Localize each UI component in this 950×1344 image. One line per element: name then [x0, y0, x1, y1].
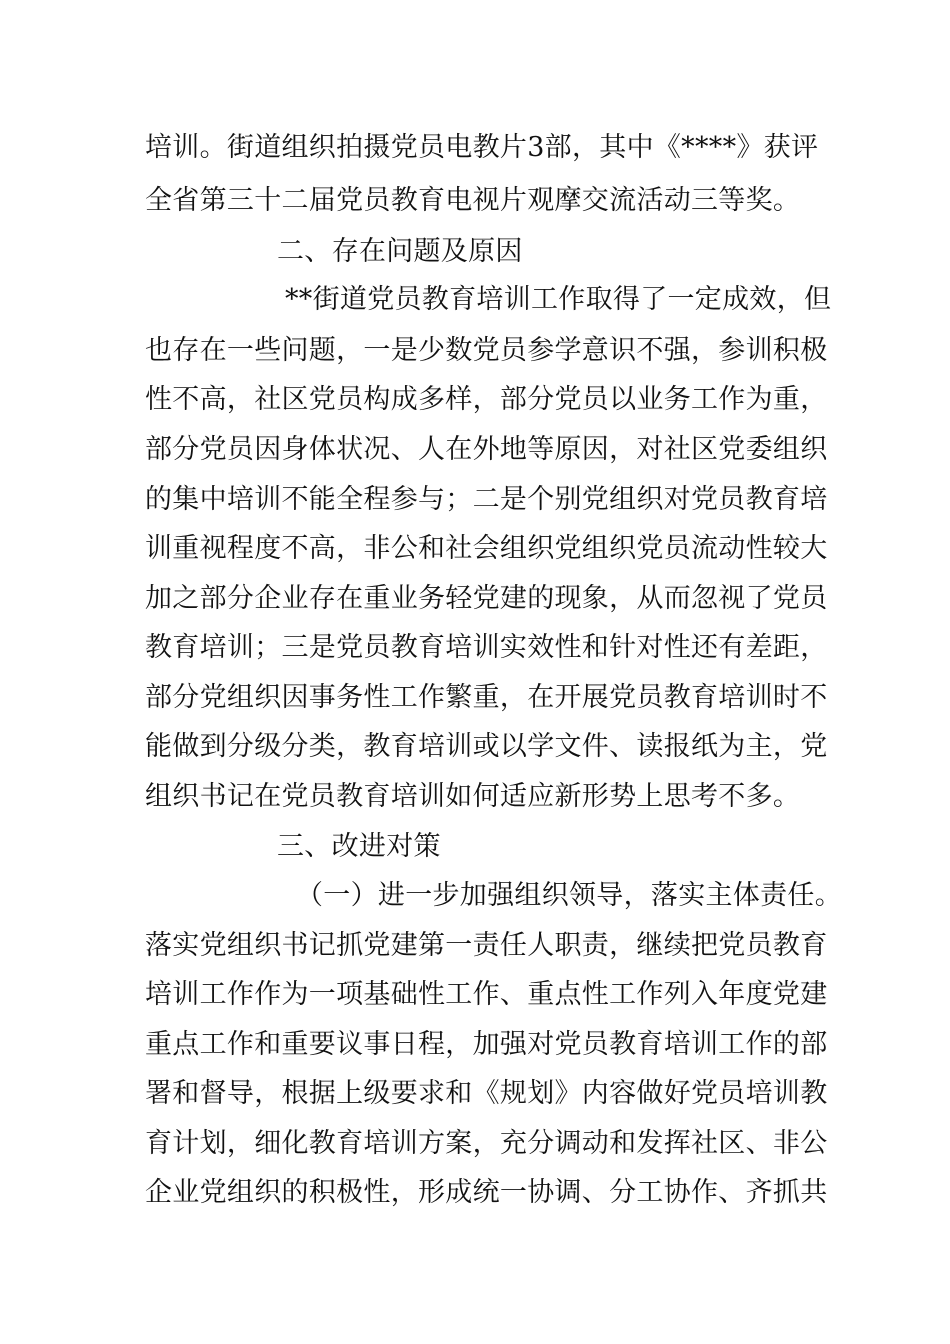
section-heading-countermeasures: 三、改进对策	[277, 831, 441, 862]
paragraph-line: 的集中培训不能全程参与；二是个别党组织对党员教育培	[145, 484, 828, 515]
paragraph-line: **街道党员教育培训工作取得了一定成效，但	[285, 284, 832, 315]
paragraph-line: 能做到分级分类，教育培训或以学文件、读报纸为主，党	[145, 731, 828, 762]
paragraph-line: 落实党组织书记抓党建第一责任人职责，继续把党员教育	[145, 930, 828, 961]
paragraph-line: 组织书记在党员教育培训如何适应新形势上思考不多。	[145, 781, 801, 812]
paragraph-line: 重点工作和重要议事日程，加强对党员教育培训工作的部	[145, 1029, 828, 1060]
paragraph-line: 也存在一些问题，一是少数党员参学意识不强，参训积极	[145, 335, 828, 366]
paragraph-line: 部分党组织因事务性工作繁重，在开展党员教育培训时不	[145, 682, 828, 713]
paragraph-line: 全省第三十二届党员教育电视片观摩交流活动三等奖。	[145, 185, 801, 216]
paragraph-line: 培训工作作为一项基础性工作、重点性工作列入年度党建	[145, 979, 828, 1010]
paragraph-line: 培训。街道组织拍摄党员电教片3部，其中《****》获评	[145, 132, 819, 163]
paragraph-line: 训重视程度不高，非公和社会组织党组织党员流动性较大	[145, 533, 828, 564]
paragraph-line: 部分党员因身体状况、人在外地等原因，对社区党委组织	[145, 434, 828, 465]
paragraph-line: 性不高，社区党员构成多样，部分党员以业务工作为重，	[145, 384, 828, 415]
paragraph-line: 企业党组织的积极性，形成统一协调、分工协作、齐抓共	[145, 1177, 828, 1208]
paragraph-line: 育计划，细化教育培训方案，充分调动和发挥社区、非公	[145, 1128, 828, 1159]
paragraph-line: 教育培训；三是党员教育培训实效性和针对性还有差距，	[145, 632, 828, 663]
section-heading-problems: 二、存在问题及原因	[277, 236, 523, 267]
subsection-heading: （一）进一步加强组织领导，落实主体责任。	[296, 880, 842, 911]
paragraph-line: 加之部分企业存在重业务轻党建的现象，从而忽视了党员	[145, 583, 828, 614]
paragraph-line: 署和督导，根据上级要求和《规划》内容做好党员培训教	[145, 1078, 828, 1109]
